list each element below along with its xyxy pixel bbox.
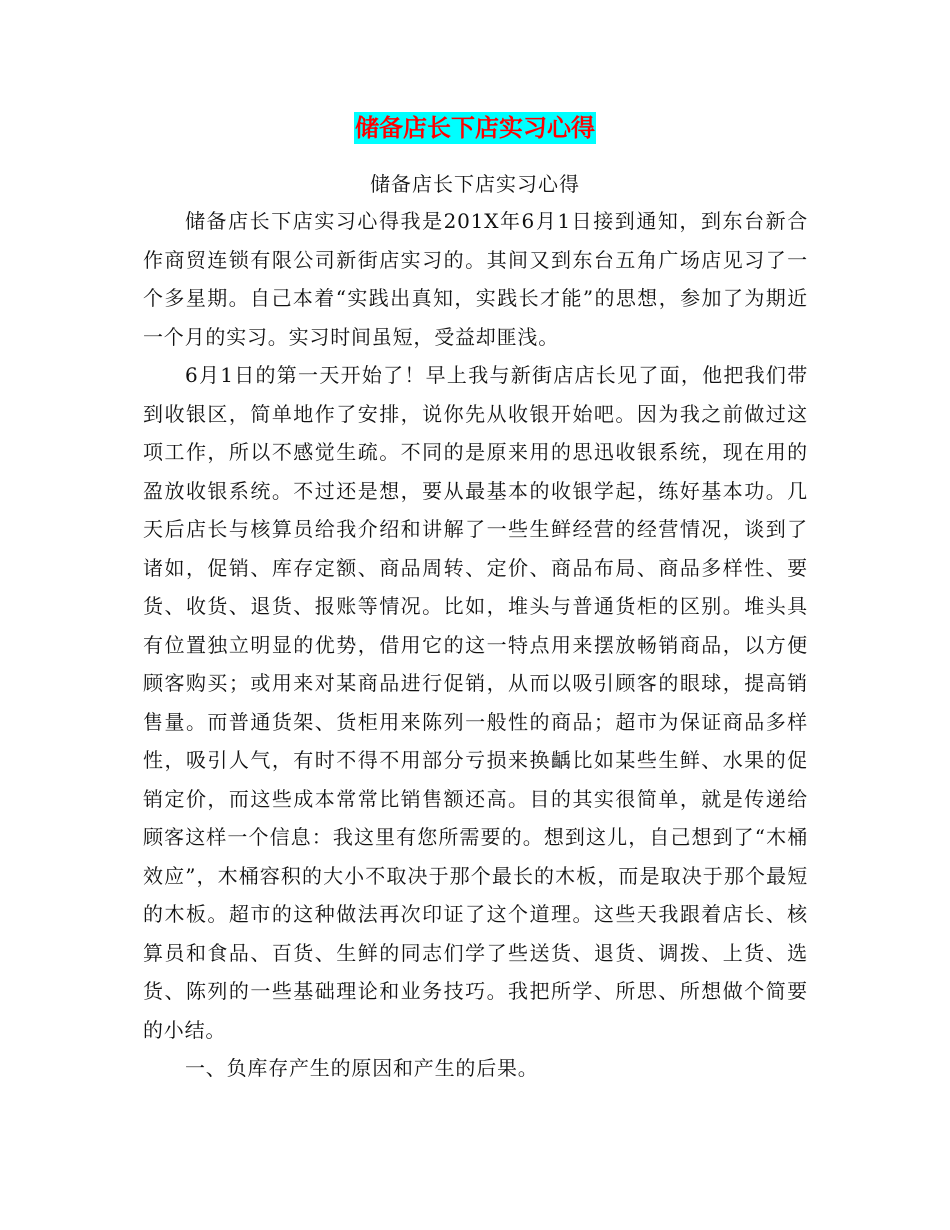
document-title: 储备店长下店实习心得	[355, 114, 595, 142]
document-subtitle: 储备店长下店实习心得	[370, 172, 580, 196]
title-container	[0, 112, 950, 144]
section-heading-negative-inventory: 一、负库存产生的原因和产生的后果。	[185, 1056, 539, 1080]
paragraph-intro: 储备店长下店实习心得我是201X年6月1日接到通知，到东台新合作商贸连锁有限公司新街店实习的。其间又到东台五角广场店见习了一个多星期。自己本着“实践出真知，实践长才能”的思想，参加了为期近一个月的实习。实习时间虽短，受益却匪浅。	[143, 209, 808, 349]
paragraph-first-day: 6月1日的第一天开始了！早上我与新街店店长见了面，他把我们带到收银区，简单地作了安排，说你先从收银开始吧。因为我之前做过这项工作，所以不感觉生疏。不同的是原来用的思迅收银系统，现在用的盈放收银系统。不过还是想，要从最基本的收银学起，练好基本功。几天后店长与核算员给我介绍和讲解了一些生鲜经营的经营情况，谈到了诸如，促销、库存定额、商品周转、定价、商品布局、商品多样性、要货、收货、退货、报账等情况。比如，堆头与普通货柜的区别。堆头具有位置独立明显的优势，借用它的这一特点用来摆放畅销商品，以方便顾客购买；或用来对某商品进行促销，从而以吸引顾客的眼球，提高销售量。而普通货架、货柜用来陈列一般性的商品；超市为保证商品多样性，吸引人气，有时不得不用部分亏损来换齲比如某些生鲜、水果的促销定价，而这些成本常常比销售额还高。目的其实很简单，就是传递给顾客这样一个信息：我这里有您所需要的。想到这儿，自己想到了“木桶效应”，木桶容积的大小不取决于那个最长的木板，而是取决于那个最短的木板。超市的这种做法再次印证了这个道理。这些天我跟着店长、核算员和食品、百货、生鲜的同志们学了些送货、退货、调拨、上货、选货、陈列的一些基础理论和业务技巧。我把所学、所思、所想做个简要的小结。	[143, 363, 808, 1042]
document-body	[143, 202, 808, 1088]
